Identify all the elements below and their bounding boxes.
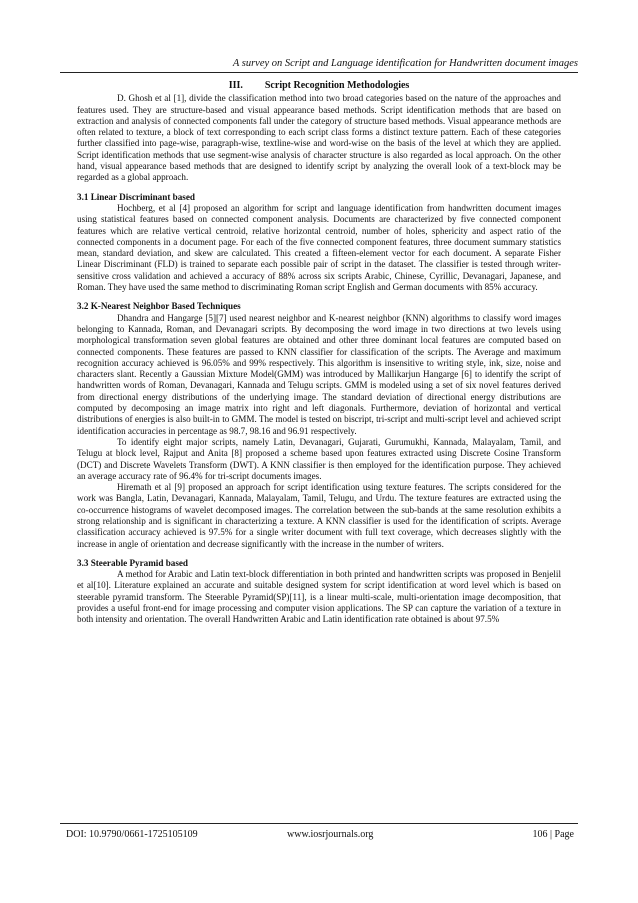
paragraph: Dhandra and Hangarge [5][7] used nearest neighbor and K-nearest neighbor (KNN) algorithms to classify word images belonging to Kannada, Roman, and Devanagari scripts. By decomposing the word image in two directions at two levels using morphological transformation seven global features are obtained and other three dominant local features are computed based on connected components. These features are passed to KNN classifier for classification of the scripts. The Average and maximum recognition accuracy achieved is 96.05% and 99% respectively. This algorithm is insensitive to writing style, ink, size, noise and characters slant. Recently a Gaussian Mixture Model(GMM) was introduced by Mallikarjun Hangarge [6] to identify the script of handwritten words of Roman, Devanagari, Kannada and Telugu scripts. GMM is modeled using a set of six novel features derived from directional energy distributions of the underlying image. The standard deviation of directional energy distributions are computed by decomposing an image matrix into right and left diagonals. Furthermore, deviation of horizontal and vertical distributions of energies is also built-in to GMM. The model is tested on biscript, tri-script and multi-script level and achieved script identification accuracies in percentage as 98.7, 98.16 and 96.91 respectively. — [77, 312, 561, 436]
paragraph: To identify eight major scripts, namely Latin, Devanagari, Gujarati, Gurumukhi, Kannada, Malayalam, Tamil, and Telugu at block level, Rajput and Anita [8] proposed a scheme based upon features extracted using Discrete Cosine Transform (DCT) and Discrete Wavelets Transform (DWT). A KNN classifier is then employed for the identification purpose. They achieved an average accuracy rate of 96.4% for tri-script documents images. — [77, 436, 561, 481]
page-number: 106 | Page — [532, 829, 574, 840]
doi-label: DOI: 10.9790/0661-1725105109 — [66, 829, 198, 840]
subsection-heading-3-2: 3.2 K-Nearest Neighbor Based Techniques — [77, 301, 241, 312]
section-number: III. — [228, 80, 243, 91]
paragraph: D. Ghosh et al [1], divide the classification method into two broad categories based on the nature of the approaches and features used. They are structure-based and visual appearance based methods. Script identification methods that are based on extraction and analysis of connected components fall under the category of structure based methods. Visual appearance methods are often related to texture, a block of text corresponding to each script class forms a distinct texture pattern. Each of these categories further classified into page-wise, paragraph-wise, textline-wise and word-wise on the basis of the level at which they are applied. Script identification methods that use segment-wise analysis of character structure is also regarded as local approach. On the other hand, visual appearance based methods that are designed to identify script by analyzing the overall look of a text-block may be regarded as a global approach. — [77, 93, 561, 183]
paragraph: Hochberg, et al [4] proposed an algorithm for script and language identification from handwritten document images using statistical features based on connected component analysis. Documents are characterized by five connected component features which are relative vertical centroid, relative horizontal centroid, number of holes, sphericity and aspect ratio of the connected components in a document page. For each of the five connected component features, three document summary statistics mean, standard deviation, and skew are calculated. This created a fifteen-element vector for each document. A separate Fisher Linear Discriminant (FLD) is trained to separate each possible pair of script in the dataset. The classifier is tested through writer-sensitive cross validation and achieved a accuracy of 88% across six scripts Arabic, Chinese, Cyrillic, Devanagari, Japanese, and Roman. They have used the same method to discriminating Roman script English and German documents with 85% accuracy. — [77, 202, 561, 293]
body-content — [77, 80, 561, 626]
paragraph: Hiremath et al [9] proposed an approach for script identification using texture features. The scripts considered for the work was Bangla, Latin, Devanagari, Kannada, Malayalam, Tamil, Telugu, and Urdu. The texture features are extracted using the co-occurrence histograms of wavelet decomposed images. The correlation between the sub-bands at the same resolution exhibits a strong relationship and is significant in characterizing a texture. A KNN classifier is used for the identification of scripts. Average classification accuracy achieved is 97.5% for a single writer document with full text coverage, which decreases slightly with the increase in angle of orientation and decrease significantly with the increase in the number of writers. — [77, 482, 561, 549]
subsection-heading-3-3: 3.3 Steerable Pyramid based — [77, 557, 189, 568]
subsection-heading-3-1: 3.1 Linear Discriminant based — [77, 191, 195, 202]
journal-website: www.iosrjournals.org — [287, 829, 374, 840]
running-header: A survey on Script and Language identification for Handwritten document images — [60, 58, 578, 73]
section-heading — [77, 80, 561, 91]
paragraph: A method for Arabic and Latin text-block differentiation in both printed and handwritten scripts was proposed in Benjelil et al[10]. Literature explained an accurate and suitable designed system for script identification at word level which is based on steerable pyramid transform. The Steerable Pyramid(SP)[11], is a linear multi-scale, multi-orientation image decomposition, that provides a useful front-end for image processing and computer vision applications. The SP can capture the variation of a texture in both intensity and orientation. The overall Handwritten Arabic and Latin identification rate obtained is about 97.5% — [77, 569, 561, 625]
page-footer — [60, 823, 578, 842]
section-title: Script Recognition Methodologies — [264, 80, 410, 91]
